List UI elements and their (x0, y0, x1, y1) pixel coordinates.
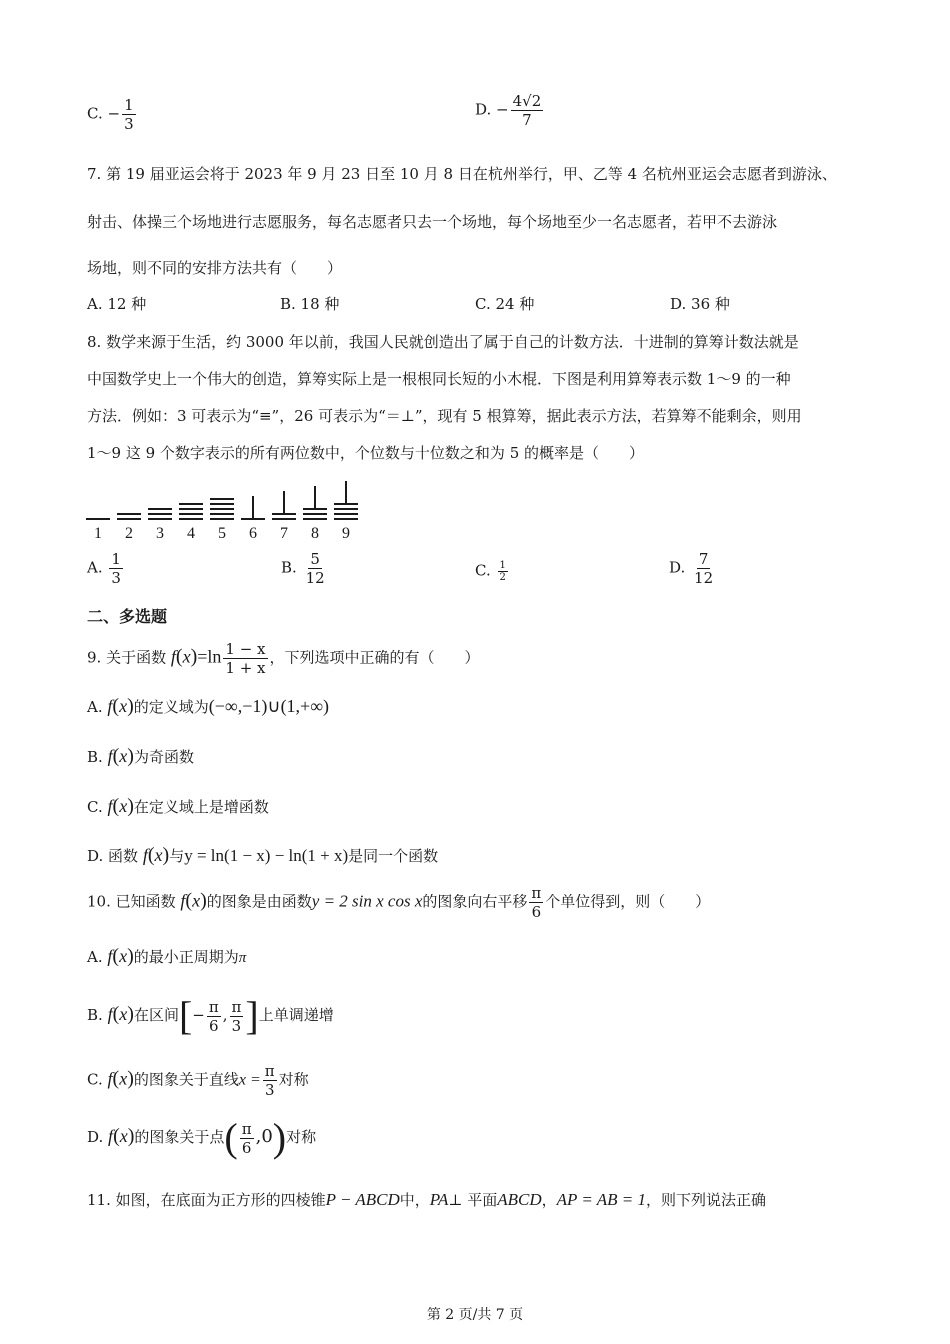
stem-text: 10. 已知函数 (87, 892, 176, 911)
numerator: π (531, 884, 542, 902)
option-label: C. (87, 104, 103, 123)
function-f: f (180, 890, 186, 911)
denominator: 3 (231, 1016, 242, 1035)
fraction (109, 550, 123, 587)
fraction (263, 1062, 277, 1099)
q7-line-2: 射击、体操三个场地进行志愿服务，每名志愿者只去一个场地，每个场地至少一名志愿者，若甲不去游泳 (87, 213, 778, 231)
math-expr: P − ABCD (325, 1190, 400, 1209)
paren: ( (175, 645, 183, 668)
option-text: 的图象关于直线 (133, 1070, 239, 1089)
q8-line-2: 中国数学史上一个伟大的创造，算筹实际上是一根根同长短的小木棍．下图是利用算筹表示数 1～9 的一种 (87, 370, 791, 388)
paren: ( (113, 1125, 120, 1147)
bracket: [ (178, 993, 193, 1038)
paren: ( (112, 745, 120, 767)
rod-horizontal (272, 518, 296, 520)
rod-label-3: 3 (156, 525, 164, 542)
paren: ) (127, 795, 134, 817)
q8-option-a (87, 550, 125, 587)
q9-option-a (87, 696, 329, 717)
fraction (498, 560, 508, 583)
var-x: x (192, 890, 201, 911)
function-f: f (107, 796, 113, 816)
numerator: 5 (310, 550, 320, 568)
q11-line-1 (87, 1190, 766, 1210)
page-footer: 第 2 页/共 7 页 (426, 1307, 524, 1323)
bracket: ( (224, 1115, 238, 1160)
paren: ) (127, 945, 134, 967)
paren: ) (190, 645, 198, 668)
q7-option-a: A. 12 种 (87, 295, 147, 313)
option-label: B. (87, 1006, 103, 1024)
rod-horizontal (334, 518, 358, 520)
function-f: f (170, 646, 176, 667)
q10-option-c (87, 1062, 309, 1099)
math-expr: y = ln(1 − x) − ln(1 + x) (184, 846, 349, 865)
fraction (692, 550, 715, 587)
fraction (304, 550, 327, 587)
minus-sign: − (192, 1006, 205, 1024)
paren: ( (112, 945, 120, 967)
q10-option-d (87, 1115, 317, 1160)
denominator: 7 (522, 111, 532, 129)
denominator: 12 (305, 569, 325, 587)
option-text: 为奇函数 (133, 748, 194, 766)
fraction (240, 1120, 254, 1157)
rod-horizontal (179, 508, 203, 510)
rod-horizontal (148, 508, 172, 510)
denominator: 6 (531, 903, 542, 921)
rod-label-4: 4 (187, 525, 195, 542)
rod-horizontal (272, 513, 296, 515)
paren: ) (127, 1003, 134, 1025)
rod-horizontal (179, 513, 203, 515)
denominator: 3 (111, 569, 121, 587)
rod-horizontal (117, 518, 141, 520)
q6-option-c (87, 96, 138, 133)
rod-horizontal (303, 513, 327, 515)
rod-horizontal (210, 518, 234, 520)
option-text: 在定义域上是增函数 (133, 798, 269, 816)
var-x: x (119, 746, 128, 766)
bracket: ] (245, 993, 259, 1038)
denominator: 12 (694, 569, 714, 587)
q10-option-a (87, 946, 246, 968)
numerator: π (231, 997, 242, 1016)
q8-line-1: 8. 数学来源于生活，约 3000 年以前，我国人民就创造出了属于自己的计数方法．十进制的算筹计数法就是 (87, 333, 799, 351)
rod-vertical (314, 486, 316, 508)
q6-option-d (475, 92, 545, 129)
stem-text: 9. 关于函数 (87, 648, 167, 667)
fraction (511, 92, 544, 129)
option-label: C. (475, 561, 491, 580)
function-f: f (107, 746, 113, 766)
rod-vertical (252, 496, 254, 518)
q9-option-d (87, 845, 438, 866)
q9-option-c (87, 796, 269, 817)
numerator: 1 (499, 560, 506, 571)
option-label: A. (87, 698, 103, 716)
option-text: 在区间 (133, 1006, 179, 1024)
q7-option-c: C. 24 种 (475, 295, 535, 313)
paren: ) (127, 1067, 134, 1090)
math-expr: ABCD (497, 1190, 542, 1209)
q7-option-b: B. 18 种 (280, 295, 340, 313)
math-expr: x = (238, 1071, 261, 1089)
numerator: π (208, 997, 219, 1016)
denominator: 6 (209, 1016, 219, 1035)
rod-horizontal (210, 498, 234, 500)
rod-horizontal (241, 518, 265, 520)
var-x: x (119, 1068, 128, 1089)
q8-option-d (669, 550, 717, 587)
var-x: x (119, 1126, 128, 1146)
rod-horizontal (334, 508, 358, 510)
rod-horizontal (334, 513, 358, 515)
paren: ) (127, 745, 134, 767)
rod-horizontal (148, 513, 172, 515)
paren: ) (200, 889, 207, 912)
numerator: 7 (698, 550, 709, 568)
var-x: x (182, 646, 191, 667)
q9-option-b (87, 746, 194, 767)
option-label: D. (87, 847, 104, 865)
var-x: x (119, 796, 128, 816)
option-label: C. (87, 1070, 103, 1089)
fraction (122, 96, 136, 133)
rod-label-7: 7 (280, 525, 288, 542)
stem-text: 个单位得到，则（ ） (545, 892, 711, 911)
math-expr: π (238, 950, 247, 966)
rod-horizontal (179, 503, 203, 505)
stem-text: 11. 如图，在底面为正方形的四棱锥 (87, 1191, 326, 1209)
q8-option-c (475, 560, 510, 583)
stem-text: ⊥ 平面 (448, 1191, 498, 1209)
paren: ( (112, 1003, 120, 1025)
math-expr: PA (429, 1190, 449, 1209)
math-expr: ,0 (255, 1126, 273, 1147)
denominator: 1 + x (225, 659, 266, 677)
ln-text: =ln (197, 646, 222, 667)
stem-text: ，则下列说法正确 (646, 1191, 767, 1209)
section-heading: 二、多选题 (87, 607, 168, 626)
paren: ) (162, 844, 170, 866)
paren: ( (185, 889, 193, 912)
counting-rods-figure (0, 0, 950, 560)
q7-option-d: D. 36 种 (670, 295, 730, 313)
stem-text: ， (541, 1191, 557, 1209)
rod-label-5: 5 (218, 525, 226, 542)
function-f: f (107, 1004, 113, 1024)
paren: ( (112, 695, 120, 717)
option-text: 是同一个函数 (348, 847, 439, 865)
paren: ) (127, 1125, 135, 1147)
stem-text: 的图象是由函数 (206, 892, 312, 911)
fraction (223, 640, 267, 677)
q10-option-b: B. f(x)在区间[− $\frac{\pi}{6}$ , $\frac{\pi}{3}$ ]上单调递增 (87, 993, 334, 1038)
rod-horizontal (86, 518, 110, 520)
rod-label-9: 9 (342, 525, 350, 542)
option-text: 函数 (108, 847, 139, 865)
rod-horizontal (179, 518, 203, 520)
rod-horizontal (334, 503, 358, 505)
paren: ( (112, 1067, 120, 1090)
paren: ) (127, 695, 134, 717)
q7-line-1: 7. 第 19 届亚运会将于 2023 年 9 月 23 日至 10 月 8 日在杭州举行，甲、乙等 4 名杭州亚运会志愿者到游泳、 (87, 165, 837, 183)
numerator: π (241, 1119, 252, 1138)
paren: ( (147, 844, 155, 866)
rod-vertical (345, 481, 347, 503)
denominator: 2 (499, 572, 506, 583)
option-text: 对称 (278, 1070, 309, 1089)
rod-horizontal (210, 508, 234, 510)
rod-horizontal (210, 503, 234, 505)
function-f: f (142, 845, 148, 865)
option-label: D. (669, 558, 686, 577)
rod-label-2: 2 (125, 525, 133, 542)
var-x: x (119, 696, 128, 716)
stem-text: 的图象向右平移 (422, 892, 528, 911)
rod-horizontal (210, 513, 234, 515)
denominator: 6 (241, 1138, 252, 1157)
q7-line-3: 场地，则不同的安排方法共有（ ） (87, 259, 343, 277)
minus-sign: − (107, 104, 121, 123)
rod-vertical (283, 491, 285, 513)
function-f: f (107, 696, 113, 716)
q8-option-b (281, 550, 329, 587)
q9-stem (87, 640, 480, 677)
option-label: A. (87, 948, 103, 966)
stem-text: 中， (399, 1191, 430, 1209)
option-text: 的定义域为 (133, 698, 209, 716)
option-label: D. (87, 1128, 104, 1146)
rod-horizontal (117, 513, 141, 515)
fraction (207, 998, 221, 1035)
numerator: 1 (111, 550, 121, 568)
denominator: 3 (124, 115, 134, 133)
numerator: 1 − x (225, 640, 266, 658)
q10-stem (87, 884, 710, 921)
paren: ( (112, 795, 120, 817)
option-text: 的图象关于点 (134, 1128, 225, 1146)
function-f: f (107, 1068, 113, 1089)
rod-label-1: 1 (94, 525, 102, 542)
var-x: x (154, 845, 163, 865)
denominator: 3 (264, 1081, 275, 1099)
stem-text: ，下列选项中正确的有（ ） (269, 648, 480, 667)
domain-expr: (−∞,−1)∪(1,+∞) (208, 696, 330, 716)
numerator: 1 (124, 96, 134, 114)
function-f: f (107, 946, 113, 966)
rod-horizontal (303, 518, 327, 520)
numerator: π (264, 1062, 275, 1080)
function-f: f (108, 1126, 114, 1146)
fraction (230, 998, 244, 1035)
math-expr: AP = AB = 1 (556, 1190, 647, 1209)
option-label: B. (281, 558, 297, 577)
option-text: 对称 (286, 1128, 317, 1146)
var-x: x (119, 946, 128, 966)
option-label: B. (87, 748, 103, 766)
rod-horizontal (148, 518, 172, 520)
numerator: 4√2 (512, 92, 542, 110)
var-x: x (119, 1004, 128, 1024)
q8-line-3: 方法．例如：3 可表示为“≡”，26 可表示为“＝⊥”，现有 5 根算筹，据此表示方法，若算筹不能剩余，则用 (87, 407, 802, 425)
option-text: 的最小正周期为 (133, 948, 239, 966)
option-label: D. (475, 100, 492, 119)
minus-sign: − (496, 100, 509, 119)
option-text: 与 (169, 847, 185, 865)
bracket: ) (272, 1115, 287, 1160)
math-expr: y = 2 sin x cos x (311, 891, 423, 911)
option-label: A. (87, 558, 103, 577)
q8-line-4: 1～9 这 9 个数字表示的所有两位数中，个位数与十位数之和为 5 的概率是（ ） (87, 444, 645, 462)
rod-label-8: 8 (311, 525, 319, 542)
rod-horizontal (303, 508, 327, 510)
fraction (529, 884, 543, 921)
rod-label-6: 6 (249, 525, 257, 542)
option-text: 上单调递增 (258, 1006, 334, 1024)
option-label: C. (87, 798, 103, 816)
